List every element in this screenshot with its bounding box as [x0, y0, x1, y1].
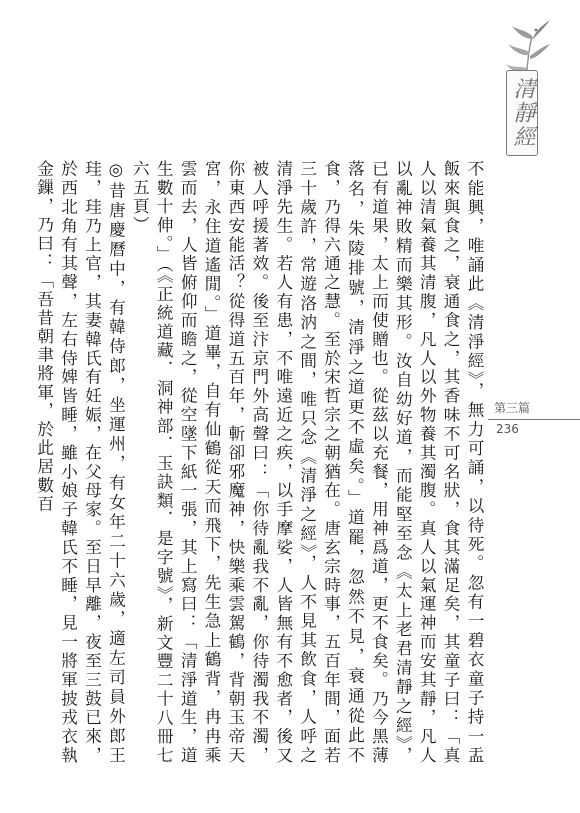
title-box [506, 70, 538, 156]
chapter-marker [488, 399, 580, 436]
chapter-label: 第三篇 [494, 401, 531, 415]
chapter-rule [488, 419, 580, 420]
book-title: 清靜經 [510, 77, 535, 149]
paragraph-1: 不能興，唯誦此《清淨經》，無力可誦，以待死。忽有一碧衣童子持一盂飯來與食之，衰通食之，其香味不可名狀，食其滿足矣，其童子曰：「真人以清氣養其清腹，凡人以外物養其濁腹。真人以氣運神而安其靜，凡人以亂神敗精而樂其形。汝自幼好道，而能堅至念《太上老君清靜之經》，已有道果，太上而使贈也。從茲以充餐，用神爲道，更不食矣。乃今黑薄落名，朱陵排號，清淨之道更不虛矣。」道罷，忽然不見，衰通從此不食，乃得六通之慧。至於宋哲宗之朝猶在。唐玄宗時事，五百年間，面若三十歲許，常遊洛汭之間，唯只念《清淨之經》，人不見其飲食，人呼之清淨先生。若人有患，不唯遠近之疾，以手摩娑，人皆無有不愈者，後又被人呼援著效。後至汴京門外高聲曰：「你待亂我不亂，你待濁我不濁，你東西安能活？從得道五百年，斬卻邪魔神，快樂乘雲駕鶴，背朝玉帝天宮，永住道遙閒。」道畢，自有仙鶴從天而飛下，先生急上鶴背，冉冉乘雲而去，人皆俯仰而瞻之，從空墜下紙一張，其上寫曰：「清淨道生，道生數十伸。」（《正統道藏．洞神部．玉訣類．是字號》，新文豐二十八冊七六五頁） [130, 160, 484, 765]
title-ornament [496, 18, 552, 158]
body-text [34, 160, 486, 765]
page-number: 236 [496, 422, 519, 436]
paragraph-2: ◎昔唐慶曆中，有韓侍郎，坐運州，有女年二十六歲，適左司員外郎王珪，珪乃上官，其妻韓氏有妊娠，在父母家。至日早離，夜至三鼓已來，於西北角有其聲，左右侍婢皆睡，雖小娘子韓氏不睡，見一將軍披戎衣執金鏁，乃曰：「吾昔朝聿將軍，於此居數百 [34, 160, 126, 765]
